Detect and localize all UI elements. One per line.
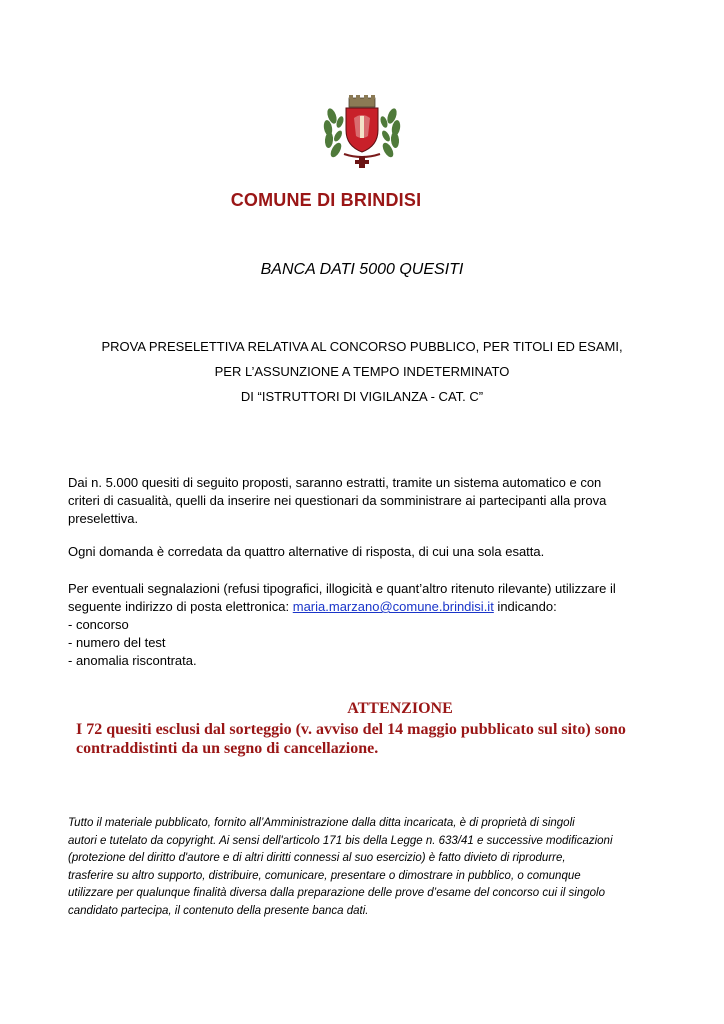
disclaimer-line: Tutto il materiale pubblicato, fornito all’Amministrazione dalla ditta incaricata, è di proprietà di singoli bbox=[68, 817, 575, 829]
report-email-line bbox=[68, 598, 668, 616]
coat-of-arms-icon bbox=[314, 94, 410, 170]
subtitle-line-3: DI “ISTRUTTORI DI VIGILANZA - CAT. C” bbox=[240, 389, 484, 404]
email-prefix: seguente indirizzo di posta elettronica: bbox=[68, 599, 293, 614]
disclaimer-line: autori e tutelato da copyright. Ai sensi dell'articolo 171 bis della Legge n. 633/41 e successive modificazioni bbox=[68, 834, 613, 847]
attention-notice bbox=[76, 720, 676, 758]
attention-line: I 72 quesiti esclusi dal sorteggio (v. avviso del 14 maggio pubblicato sul sito) sono bbox=[76, 721, 626, 738]
report-paragraph bbox=[68, 580, 668, 670]
org-name: COMUNE DI BRINDISI bbox=[230, 190, 422, 210]
copyright-disclaimer bbox=[68, 815, 690, 920]
disclaimer-line: trasferire su altro supporto, distribuire, comunicare, presentare o dimostrare in pubblico, o comunque bbox=[68, 869, 581, 882]
intro-line: criteri di casualità, quelli da inserire nei questionari da somministrare ai partecipanti alla prova bbox=[68, 493, 607, 508]
list-item: - anomalia riscontrata. bbox=[68, 653, 197, 668]
intro-paragraph bbox=[68, 474, 668, 528]
intro-line: Dai n. 5.000 quesiti di seguito proposti, saranno estratti, tramite un sistema automatico e con bbox=[68, 475, 602, 490]
report-line: Per eventuali segnalazioni (refusi tipografici, illogicità e quant’altro ritenuto rilevante) utilizzare il bbox=[68, 581, 616, 596]
disclaimer-line: utilizzare per qualunque finalità diversa dalla preparazione delle prove d’esame del concorso cui il singolo bbox=[68, 887, 605, 899]
document-title: BANCA DATI 5000 QUESITI bbox=[260, 261, 464, 278]
disclaimer-line: candidato partecipa, il contenuto della presente banca dati. bbox=[68, 904, 369, 917]
subtitle-line-1: PROVA PRESELETTIVA RELATIVA AL CONCORSO PUBBLICO, PER TITOLI ED ESAMI, bbox=[101, 339, 623, 354]
attention-line: contraddistinti da un segno di cancellazione. bbox=[76, 740, 379, 757]
answers-paragraph: Ogni domanda è corredata da quattro alternative di risposta, di cui una sola esatta. bbox=[68, 544, 545, 559]
intro-line: preselettiva. bbox=[68, 511, 139, 526]
email-link[interactable]: maria.marzano@comune.brindisi.it bbox=[292, 599, 494, 614]
disclaimer-line: (protezione del diritto d'autore e di altri diritti connessi al suo esercizio) è fatto divieto di riprodurre, bbox=[68, 852, 566, 864]
email-suffix: indicando: bbox=[493, 599, 557, 614]
list-item: - numero del test bbox=[68, 635, 166, 650]
list-item: - concorso bbox=[68, 617, 129, 632]
attention-heading: ATTENZIONE bbox=[347, 700, 453, 717]
subtitle-line-2: PER L’ASSUNZIONE A TEMPO INDETERMINATO bbox=[214, 364, 510, 379]
